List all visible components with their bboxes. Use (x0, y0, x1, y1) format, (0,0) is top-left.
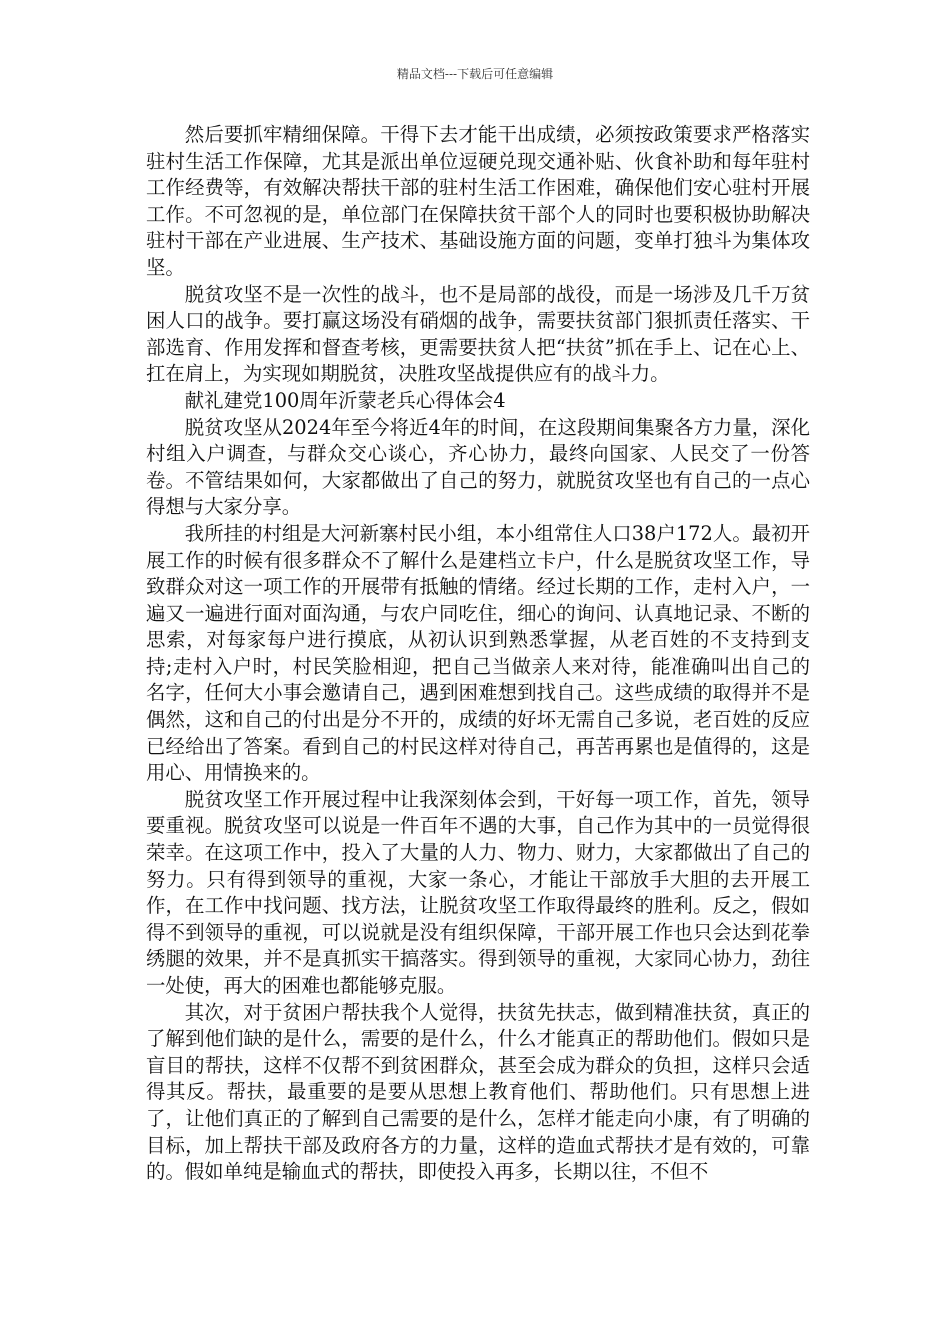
page-header: 精品文档---下载后可任意编辑 (396, 67, 554, 81)
paragraph: 我所挂的村组是大河新寨村民小组，本小组常住人口38户172人。最初开展工作的时候有很多群众不了解什么是建档立卡户，什么是脱贫攻坚工作，导致群众对这一项工作的开展带有抵触的情绪。经过长期的工作，走村入户，一遍又一遍进行面对面沟通，与农户同吃住，细心的询问、认真地记录、不断的思索，对每家每户进行摸底，从初认识到熟悉掌握，从老百姓的不支持到支持;走村入户时，村民笑脸相迎，把自己当做亲人来对待，能准确叫出自己的名字，任何大小事会邀请自己，遇到困难想到找自己。这些成绩的取得并不是偶然，这和自己的付出是分不开的，成绩的好坏无需自己多说，老百姓的反应已经给出了答案。看到自己的村民这样对待自己，再苦再累也是值得的，这是用心、用情换来的。 (146, 521, 810, 785)
paragraph: 脱贫攻坚不是一次性的战斗，也不是局部的战役，而是一场涉及几千万贫困人口的战争。要打赢这场没有硝烟的战争，需要扶贫部门狠抓责任落实、干部选育、作用发挥和督查考核，更需要扶贫人把“扶贫”抓在手上、记在心上、扛在肩上，为实现如期脱贫，决胜攻坚战提供应有的战斗力。 (146, 282, 810, 386)
section-title: 献礼建党100周年沂蒙老兵心得体会4 (184, 388, 506, 412)
paragraph: 然后要抓牢精细保障。干得下去才能干出成绩，必须按政策要求严格落实驻村生活工作保障，尤其是派出单位逗硬兑现交通补贴、伙食补助和每年驻村工作经费等，有效解决帮扶干部的驻村生活工作困难，确保他们安心驻村开展工作。不可忽视的是，单位部门在保障扶贫干部个人的同时也要积极协助解决驻村干部在产业进展、生产技术、基础设施方面的问题，变单打独斗为集体攻坚。 (146, 123, 810, 279)
paragraph: 脱贫攻坚从2024年至今将近4年的时间，在这段期间集聚各方力量，深化村组入户调查，与群众交心谈心，齐心协力，最终向国家、人民交了一份答卷。不管结果如何，大家都做出了自己的努力，就脱贫攻坚也有自己的一点心得想与大家分享。 (146, 415, 810, 519)
paragraph: 其次，对于贫困户帮扶我个人觉得，扶贫先扶志，做到精准扶贫，真正的了解到他们缺的是什么，需要的是什么，什么才能真正的帮助他们。假如只是盲目的帮扶，这样不仅帮不到贫困群众，甚至会成为群众的负担，这样只会适得其反。帮扶，最重要的是要从思想上教育他们、帮助他们。只有思想上进了，让他们真正的了解到自己需要的是什么，怎样才能走向小康，有了明确的目标，加上帮扶干部及政府各方的力量，这样的造血式帮扶才是有效的，可靠的。假如单纯是输血式的帮扶，即使投入再多，长期以往，不但不 (146, 1000, 810, 1184)
document-body (146, 122, 810, 1186)
paragraph: 脱贫攻坚工作开展过程中让我深刻体会到，干好每一项工作，首先，领导要重视。脱贫攻坚可以说是一件百年不遇的大事，自己作为其中的一员觉得很荣幸。在这项工作中，投入了大量的人力、物力、财力，大家都做出了自己的努力。只有得到领导的重视，大家一条心，才能让干部放手大胆的去开展工作，在工作中找问题、找方法，让脱贫攻坚工作取得最终的胜利。反之，假如得不到领导的重视，可以说就是没有组织保障，干部开展工作也只会达到花拳绣腿的效果，并不是真抓实干搞落实。得到领导的重视，大家同心协力，劲往一处使，再大的困难也都能够克服。 (146, 787, 810, 997)
